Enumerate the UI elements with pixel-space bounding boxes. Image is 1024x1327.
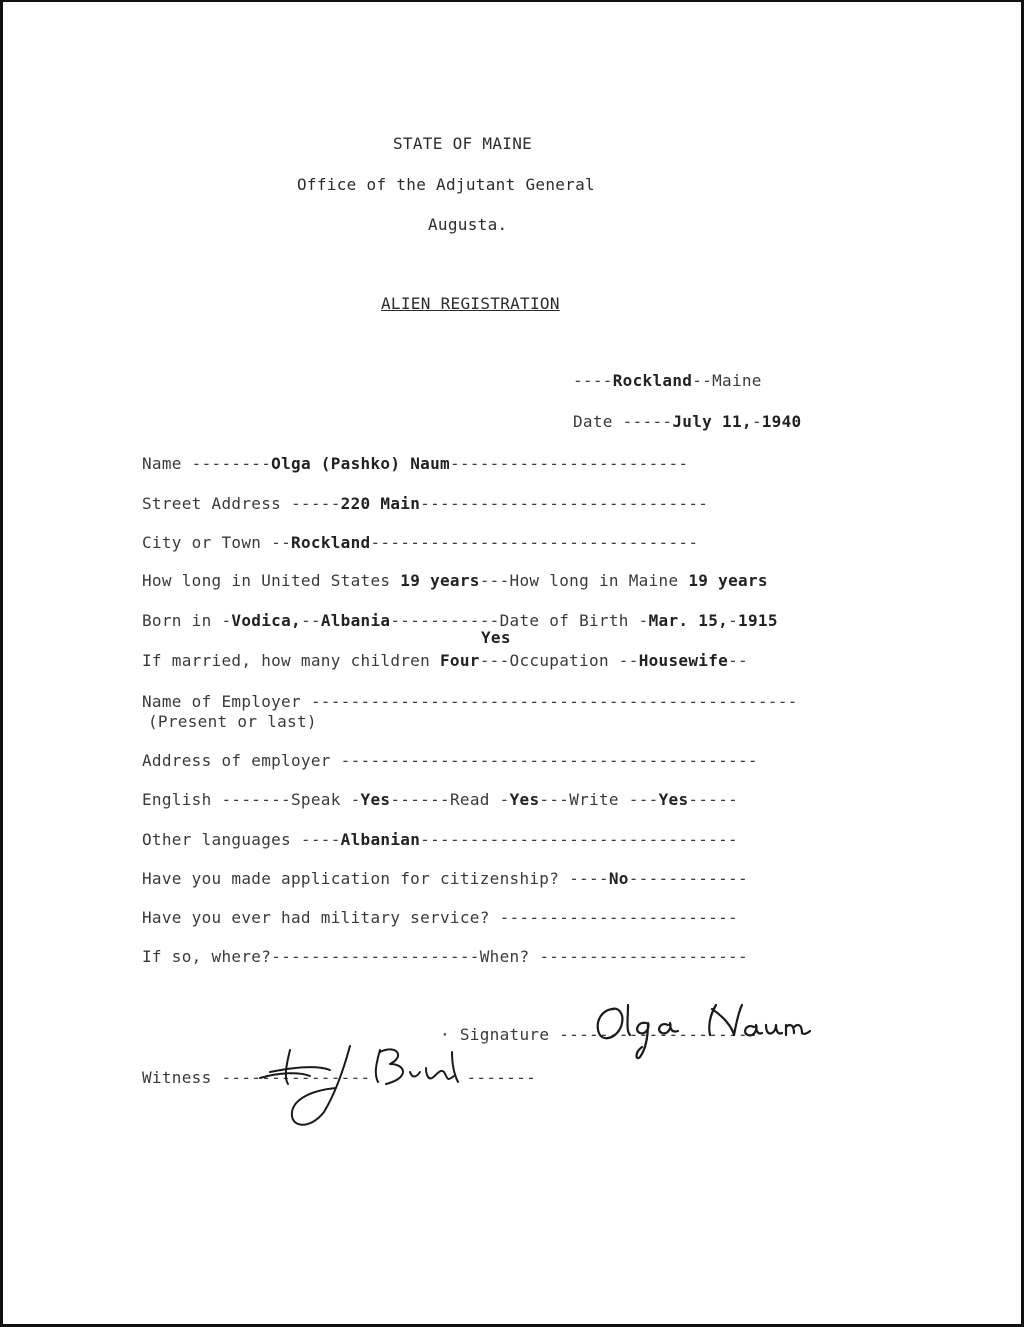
citizenship-row: Have you made application for citizenship? ----No------------ [142, 869, 748, 888]
languages-value: Albanian [340, 830, 421, 849]
duration-row: How long in United States 19 years---How long in Maine 19 years [142, 571, 768, 590]
citizenship-label: Have you made application for citizenship? [142, 869, 560, 888]
born-label: Born in [142, 611, 212, 630]
children-label: If married, how many children [142, 651, 431, 670]
languages-label: Other languages [142, 830, 291, 849]
citizenship-value: No [608, 869, 629, 888]
employer-label: Name of Employer [142, 692, 301, 711]
date-line: Date -----July 11,-1940 [573, 412, 802, 431]
languages-row: Other languages ----Albanian-------------------------------- [142, 830, 738, 849]
header-state: STATE OF MAINE [393, 134, 533, 153]
name-label: Name [142, 454, 182, 473]
signature-row: · Signature -------------------- [440, 1025, 758, 1044]
employer-address-row: Address of employer ------------------------------------------ [142, 751, 758, 770]
children-value: Four [440, 651, 480, 670]
street-label: Street Address [142, 494, 282, 513]
place-line: ----Rockland--Maine [573, 371, 762, 390]
born-row: Born in -Vodica,--Albania-----------Date of Birth -Mar. 15,-1915 [142, 611, 778, 630]
employer-address-label: Address of employer [142, 751, 331, 770]
employer-row: Name of Employer ------------------------------------------------- [142, 692, 798, 711]
witness-handwriting [240, 1032, 480, 1132]
occupation-label: Occupation [509, 651, 609, 670]
military-label: Have you ever had military service? [142, 908, 490, 927]
read-value: Yes [509, 790, 540, 809]
born-country: Albania [320, 611, 391, 630]
where-label: If so, where? [142, 947, 272, 966]
header-city: Augusta. [428, 215, 508, 234]
header-office: Office of the Adjutant General [297, 175, 595, 194]
military-row: Have you ever had military service? ------------------------ [142, 908, 738, 927]
date-year: 1940 [761, 412, 802, 431]
english-row: English -------Speak -Yes------Read -Yes---Write ---Yes----- [142, 790, 739, 809]
where-row: If so, where?---------------------When? --------------------- [142, 947, 748, 966]
signature-label: Signature [459, 1025, 550, 1044]
us-time-value: 19 years [400, 571, 480, 590]
children-row: If married, how many children Four---Occupation --Housewife-- [142, 651, 748, 670]
occupation-value: Housewife [638, 651, 729, 670]
married-answer: Yes [481, 628, 511, 647]
city-value: Rockland [291, 533, 371, 552]
born-town: Vodica, [231, 611, 301, 630]
dob-label: Date of Birth [499, 611, 629, 630]
us-time-label: How long in United States [142, 571, 391, 590]
witness-row: Witness --------------- ------- [142, 1068, 536, 1087]
city-label: City or Town [142, 533, 262, 552]
witness-label: Witness [142, 1068, 212, 1087]
write-value: Yes [658, 790, 689, 809]
dob-value: Mar. 15, [648, 611, 729, 630]
read-label: Read [449, 790, 490, 809]
signature-handwriting [586, 995, 856, 1065]
date-label: Date [573, 412, 613, 431]
speak-value: Yes [360, 790, 391, 809]
maine-time-value: 19 years [688, 571, 768, 590]
maine-time-label: How long in Maine [509, 571, 679, 590]
street-row: Street Address -----220 Main----------------------------- [142, 494, 709, 513]
when-label: When? [479, 947, 530, 966]
city-row: City or Town --Rockland--------------------------------- [142, 533, 699, 552]
speak-label: Speak [291, 790, 341, 809]
english-label: English [142, 790, 212, 809]
employer-sublabel: (Present or last) [148, 712, 317, 731]
street-value: 220 Main [340, 494, 421, 513]
name-value: Olga (Pashko) Naum [271, 454, 450, 473]
date-month-day: July 11, [672, 412, 752, 431]
name-row: Name --------Olga (Pashko) Naum------------------------ [142, 454, 689, 473]
form-title: ALIEN REGISTRATION [381, 294, 560, 313]
dob-year: 1915 [738, 611, 778, 630]
write-label: Write [569, 790, 619, 809]
place-city: Rockland [612, 371, 693, 390]
place-state: Maine [712, 371, 762, 390]
